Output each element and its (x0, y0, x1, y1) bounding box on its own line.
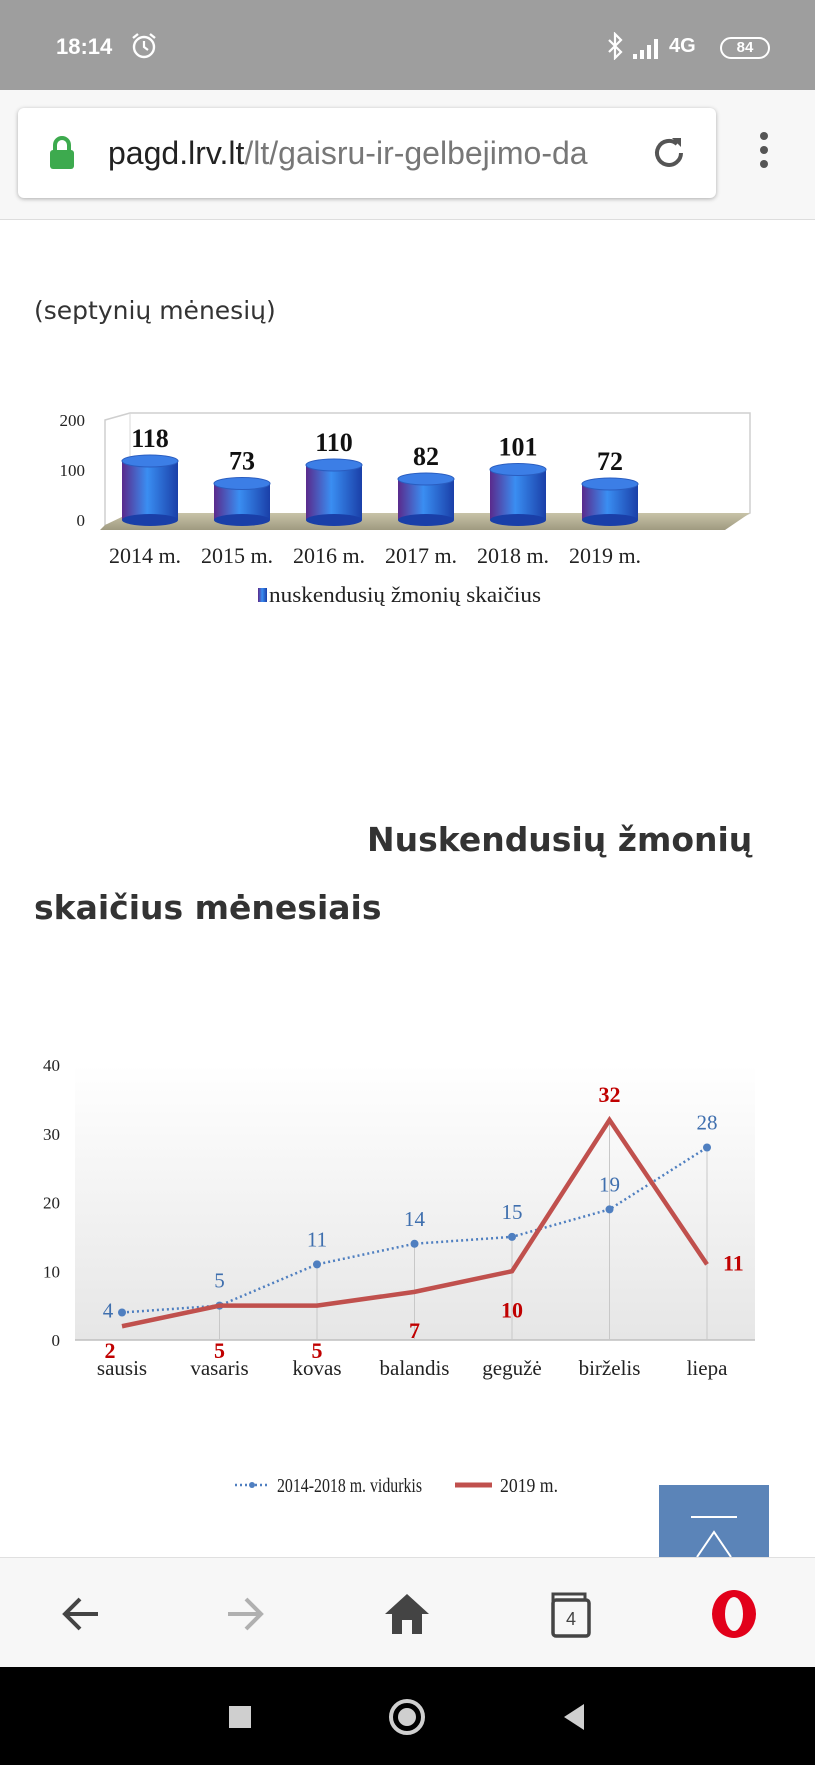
line-x-tick-label: birželis (578, 1356, 641, 1380)
series-avg-label: 19 (599, 1172, 620, 1197)
bar-top (306, 459, 362, 471)
bar-bottom (122, 514, 178, 526)
line-x-tick-label: balandis (379, 1356, 450, 1380)
bar-y-tick-label: 0 (76, 511, 85, 530)
line-y-tick-label: 0 (51, 1331, 60, 1350)
line-x-axis (97, 1356, 728, 1380)
reload-icon[interactable] (648, 132, 690, 174)
line-x-tick-label: liepa (686, 1356, 728, 1380)
bar-value-label: 73 (229, 446, 255, 476)
system-home-icon[interactable] (385, 1695, 429, 1739)
battery-level: 84 (720, 37, 770, 59)
bar-bottom (582, 514, 638, 526)
series-avg-point (118, 1309, 126, 1317)
opera-logo-icon[interactable] (706, 1586, 762, 1642)
line-chart (30, 1035, 775, 1515)
series-2019-label: 7 (409, 1317, 420, 1343)
signal-icon (632, 36, 662, 60)
line-x-tick-label: vasaris (190, 1356, 249, 1380)
bar-top (582, 478, 638, 490)
network-type: 4G (669, 35, 696, 57)
line-x-tick-label: kovas (292, 1356, 342, 1380)
series-avg-point (703, 1144, 711, 1152)
bar-value-label: 72 (597, 447, 623, 476)
series-avg-point (606, 1205, 614, 1213)
chart-caption: (septynių mėnesių) (34, 296, 276, 325)
bar-value-label: 110 (315, 428, 353, 457)
series-avg-label: 4 (102, 1298, 114, 1323)
browser-bottom-nav (0, 1557, 815, 1667)
bar-x-tick-label: 2019 m. (568, 543, 642, 568)
bar-x-tick-label: 2017 m. (384, 543, 458, 568)
series-2019-label: 2 (104, 1338, 116, 1363)
tabs-count: 4 (565, 1609, 577, 1629)
line-y-tick-label: 10 (43, 1262, 60, 1282)
bar-y-tick-label: 200 (59, 411, 85, 430)
bar-x-axis (109, 543, 641, 568)
bar-x-tick-label: 2014 m. (108, 543, 182, 568)
series-2019-label: 11 (723, 1250, 744, 1276)
series-2019-label: 5 (214, 1338, 225, 1363)
bar-body (490, 470, 546, 521)
series-avg-label: 14 (404, 1206, 425, 1231)
lock-icon (48, 136, 76, 170)
line-y-tick-label: 30 (43, 1124, 60, 1144)
bar-legend-swatch (258, 588, 267, 602)
legend-marker-avg (249, 1482, 255, 1488)
home-icon[interactable] (379, 1586, 435, 1642)
bar-body (306, 465, 362, 520)
address-bar[interactable] (18, 108, 716, 198)
bar-chart (55, 395, 765, 705)
line-x-tick-label: sausis (96, 1356, 148, 1380)
url-host: pagd.lrv.lt (108, 135, 245, 171)
status-time: 18:14 (56, 34, 113, 59)
bar-top (122, 455, 178, 467)
bar-bottom (214, 514, 270, 526)
url-text[interactable] (108, 134, 648, 172)
series-2019-label: 5 (311, 1338, 323, 1363)
bar-top (398, 473, 454, 485)
system-nav-bar (0, 1667, 815, 1765)
line-y-axis (43, 1056, 60, 1350)
series-avg-point (411, 1240, 419, 1248)
bluetooth-icon (604, 32, 626, 60)
bar-y-axis (60, 411, 86, 530)
legend-label-avg: 2014-2018 m. vidurkis (277, 1475, 423, 1497)
bar-value-label: 101 (498, 432, 538, 462)
url-path: /lt/gaisru-ir-gelbejimo-da (244, 135, 588, 171)
line-y-tick-label: 20 (43, 1193, 60, 1213)
bar-top (214, 478, 270, 490)
bar-body (122, 461, 178, 520)
series-avg-point (508, 1233, 516, 1241)
series-2019-label: 32 (598, 1082, 621, 1107)
bar-value-label: 118 (131, 424, 169, 453)
bar-top (490, 464, 546, 476)
status-bar (0, 0, 815, 90)
recent-apps-icon[interactable] (218, 1695, 262, 1739)
line-legend (235, 1475, 558, 1497)
system-back-icon[interactable] (552, 1695, 596, 1739)
bar-y-tick-label: 100 (59, 461, 85, 480)
browser-toolbar (0, 90, 815, 220)
bar-x-tick-label: 2018 m. (476, 543, 550, 568)
chevron-up-icon (659, 1485, 769, 1557)
bar-bottom (398, 514, 454, 526)
line-x-tick-label: gegužė (482, 1356, 542, 1380)
line-y-tick-label: 40 (43, 1056, 60, 1075)
bar-value-label: 82 (413, 442, 439, 471)
bar-x-tick-label: 2015 m. (200, 543, 274, 568)
section-heading-line1: Nuskendusių žmonių (367, 820, 753, 859)
tabs-icon[interactable] (543, 1586, 599, 1642)
legend-label-2019: 2019 m. (500, 1475, 558, 1497)
back-arrow-icon[interactable] (54, 1586, 110, 1642)
alarm-icon (130, 32, 158, 60)
bar-bottom (306, 514, 362, 526)
bar-bottom (490, 514, 546, 526)
menu-icon[interactable] (752, 130, 776, 182)
section-heading-line2: skaičius mėnesiais (34, 888, 382, 927)
bar-legend (258, 582, 541, 607)
series-2019-label: 10 (501, 1297, 523, 1323)
bar-legend-label: nuskendusių žmonių skaičius (269, 582, 541, 607)
scroll-to-top-button[interactable] (659, 1485, 769, 1557)
bar-x-tick-label: 2016 m. (292, 543, 366, 568)
series-avg-label: 15 (501, 1199, 523, 1224)
series-avg-point (313, 1260, 321, 1268)
forward-arrow-icon[interactable] (216, 1586, 272, 1642)
series-avg-label: 28 (696, 1110, 718, 1135)
series-avg-label: 11 (306, 1227, 328, 1252)
series-avg-label: 5 (214, 1268, 225, 1293)
